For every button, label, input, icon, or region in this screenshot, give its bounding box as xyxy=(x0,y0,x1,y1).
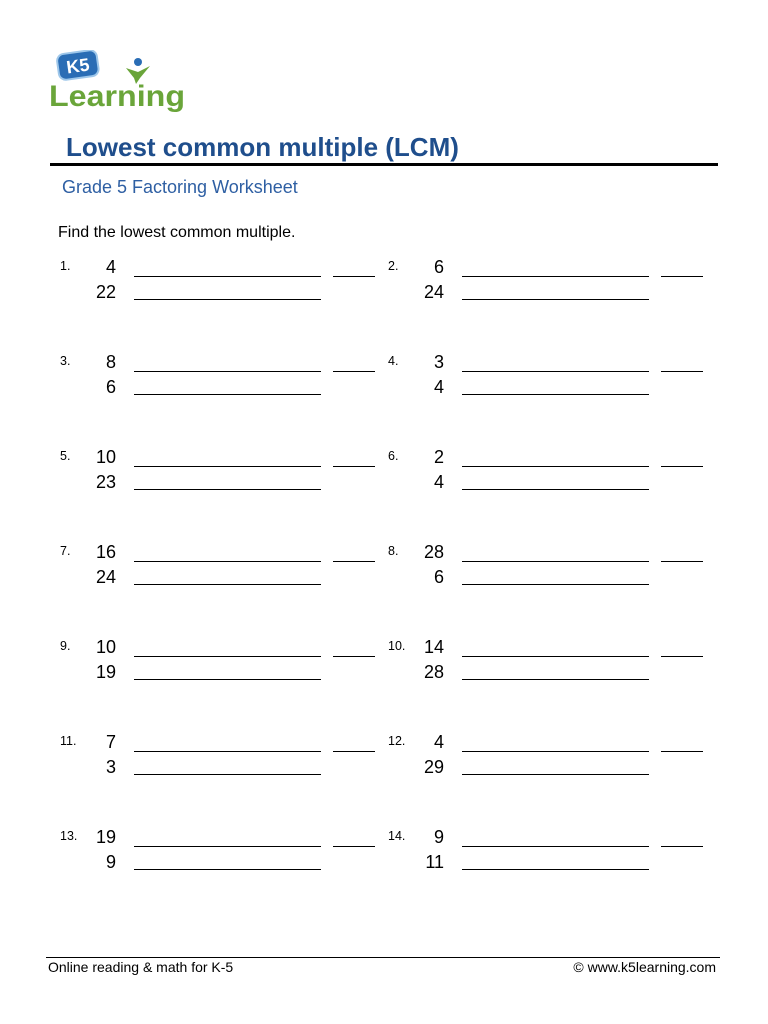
second-number: 29 xyxy=(423,757,444,777)
first-number: 4 xyxy=(105,257,116,277)
work-line-2[interactable] xyxy=(134,394,321,395)
answer-line[interactable] xyxy=(333,656,375,657)
problem-1 xyxy=(60,259,380,319)
problem-2 xyxy=(388,259,708,319)
answer-line[interactable] xyxy=(333,751,375,752)
answer-line[interactable] xyxy=(661,846,703,847)
work-line-1[interactable] xyxy=(134,276,321,277)
problem-number: 1. xyxy=(60,259,71,273)
problem-7 xyxy=(60,544,380,604)
work-line-2[interactable] xyxy=(134,774,321,775)
first-number: 14 xyxy=(423,637,444,657)
first-number: 10 xyxy=(95,447,116,467)
footer-website-link[interactable]: © www.k5learning.com xyxy=(573,959,716,975)
second-number: 19 xyxy=(95,662,116,682)
answer-line[interactable] xyxy=(661,751,703,752)
work-line-1[interactable] xyxy=(134,846,321,847)
work-line-1[interactable] xyxy=(462,656,649,657)
second-number: 22 xyxy=(95,282,116,302)
svg-text:Learning: Learning xyxy=(49,80,185,112)
first-number: 10 xyxy=(95,637,116,657)
second-number: 6 xyxy=(433,567,444,587)
problem-number: 2. xyxy=(388,259,399,273)
problem-number: 6. xyxy=(388,449,399,463)
work-line-2[interactable] xyxy=(462,299,649,300)
work-line-1[interactable] xyxy=(134,371,321,372)
problem-number: 3. xyxy=(60,354,71,368)
work-line-1[interactable] xyxy=(462,561,649,562)
answer-line[interactable] xyxy=(661,466,703,467)
answer-line[interactable] xyxy=(333,371,375,372)
work-line-2[interactable] xyxy=(134,869,321,870)
problem-10 xyxy=(388,639,708,699)
problem-number: 4. xyxy=(388,354,399,368)
second-number: 9 xyxy=(105,852,116,872)
first-number: 4 xyxy=(433,732,444,752)
title-divider xyxy=(50,163,718,166)
work-line-1[interactable] xyxy=(462,466,649,467)
second-number: 6 xyxy=(105,377,116,397)
second-number: 3 xyxy=(105,757,116,777)
answer-line[interactable] xyxy=(661,656,703,657)
answer-line[interactable] xyxy=(661,561,703,562)
work-line-2[interactable] xyxy=(134,489,321,490)
work-line-2[interactable] xyxy=(462,489,649,490)
problem-number: 11. xyxy=(60,734,77,748)
problem-number: 5. xyxy=(60,449,71,463)
problem-6 xyxy=(388,449,708,509)
work-line-1[interactable] xyxy=(462,846,649,847)
worksheet-subtitle: Grade 5 Factoring Worksheet xyxy=(62,177,298,197)
first-number: 8 xyxy=(105,352,116,372)
problem-12 xyxy=(388,734,708,794)
work-line-2[interactable] xyxy=(462,394,649,395)
first-number: 28 xyxy=(423,542,444,562)
work-line-2[interactable] xyxy=(462,584,649,585)
problem-9 xyxy=(60,639,380,699)
problem-13 xyxy=(60,829,380,889)
k5-learning-logo xyxy=(48,50,188,112)
work-line-2[interactable] xyxy=(134,679,321,680)
work-line-1[interactable] xyxy=(462,371,649,372)
first-number: 3 xyxy=(433,352,444,372)
first-number: 16 xyxy=(95,542,116,562)
answer-line[interactable] xyxy=(661,371,703,372)
footer-divider xyxy=(46,957,720,958)
problem-number: 7. xyxy=(60,544,71,558)
work-line-1[interactable] xyxy=(134,561,321,562)
second-number: 28 xyxy=(423,662,444,682)
second-number: 24 xyxy=(95,567,116,587)
work-line-1[interactable] xyxy=(462,276,649,277)
footer-tagline: Online reading & math for K-5 xyxy=(48,959,234,975)
work-line-2[interactable] xyxy=(134,299,321,300)
work-line-2[interactable] xyxy=(462,679,649,680)
second-number: 23 xyxy=(95,472,116,492)
answer-line[interactable] xyxy=(661,276,703,277)
answer-line[interactable] xyxy=(333,276,375,277)
answer-line[interactable] xyxy=(333,846,375,847)
first-number: 6 xyxy=(433,257,444,277)
second-number: 24 xyxy=(423,282,444,302)
second-number: 4 xyxy=(433,472,444,492)
first-number: 2 xyxy=(433,447,444,467)
work-line-1[interactable] xyxy=(462,751,649,752)
first-number: 7 xyxy=(105,732,116,752)
problem-8 xyxy=(388,544,708,604)
problem-5 xyxy=(60,449,380,509)
work-line-2[interactable] xyxy=(462,774,649,775)
problem-number: 13. xyxy=(60,829,78,843)
first-number: 19 xyxy=(95,827,116,847)
problem-3 xyxy=(60,354,380,414)
answer-line[interactable] xyxy=(333,466,375,467)
answer-line[interactable] xyxy=(333,561,375,562)
instructions-text: Find the lowest common multiple. xyxy=(58,224,296,241)
work-line-1[interactable] xyxy=(134,656,321,657)
problem-14 xyxy=(388,829,708,889)
svg-text:K5: K5 xyxy=(65,54,91,78)
work-line-2[interactable] xyxy=(134,584,321,585)
problem-number: 8. xyxy=(388,544,399,558)
second-number: 4 xyxy=(433,377,444,397)
problem-number: 9. xyxy=(60,639,71,653)
work-line-1[interactable] xyxy=(134,751,321,752)
problem-11 xyxy=(60,734,380,794)
second-number: 11 xyxy=(425,852,444,872)
problem-number: 14. xyxy=(388,829,406,843)
first-number: 9 xyxy=(433,827,444,847)
worksheet-title: Lowest common multiple (LCM) xyxy=(66,132,459,162)
work-line-1[interactable] xyxy=(134,466,321,467)
work-line-2[interactable] xyxy=(462,869,649,870)
problem-4 xyxy=(388,354,708,414)
problem-number: 12. xyxy=(388,734,406,748)
problem-number: 10. xyxy=(388,639,406,653)
